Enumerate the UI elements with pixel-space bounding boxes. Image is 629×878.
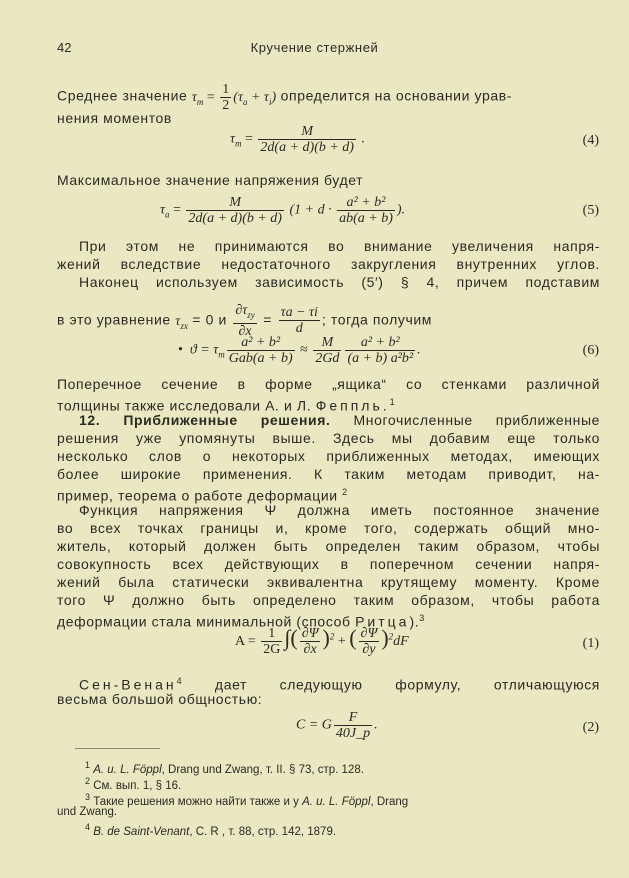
footnote: $^2$ См. вып. 1, § 16. bbox=[85, 776, 182, 792]
text-line: нения моментов bbox=[57, 110, 172, 126]
text-line: Сен-Венан$^4$ дает следующую формулу, отличающуюся bbox=[79, 676, 600, 693]
text-line: во всех точках границы и, кроме того, содержать общий мно- bbox=[57, 520, 600, 536]
text-line: житель, который должен быть определен таким образом, чтобы bbox=[57, 538, 600, 554]
text: Среднее значение bbox=[57, 87, 192, 104]
text-line: в это уравнение $\tau_{zx} = 0$ и $\frac{\partial\tau_{zy}}{\partial x}$ = $\frac{\tau a - \tau i}{d}$ ; тогда получим bbox=[57, 303, 433, 339]
text-line: весьма большой общностью: bbox=[57, 691, 263, 707]
text-line: несколько слов о некоторых приближенных методах, имеющих bbox=[57, 448, 600, 464]
text-line: 12. Приближенные решения. Многочисленные приближенные bbox=[79, 412, 601, 428]
equation-number: (6) bbox=[582, 343, 599, 358]
text-line: решения уже упомянуты выше. Здесь мы добавим еще только bbox=[57, 430, 600, 446]
text-line: того Ψ должно быть определено таким образом, чтобы работа bbox=[57, 592, 600, 608]
text-line: Максимальное значение напряжения будет bbox=[57, 172, 364, 188]
equation-number: (4) bbox=[582, 133, 599, 148]
page-number: 42 bbox=[57, 40, 72, 55]
text-line: совокупность всех действующих в поперечном сечении напря- bbox=[57, 556, 600, 572]
text-line: При этом не принимаются во внимание увеличения напря- bbox=[79, 238, 600, 254]
equation-number: (1) bbox=[582, 636, 599, 651]
text-line: Функция напряжения Ψ должна иметь постоянное значение bbox=[79, 502, 600, 518]
footnote: $^1$ A. u. L. Föppl, Drang und Zwang, т. II. § 73, стр. 128. bbox=[85, 760, 364, 776]
footnote-rule bbox=[75, 748, 160, 749]
footnote: $^3$ Такие решения можно найти также и у A. u. L. Föppl, Drang bbox=[85, 792, 409, 808]
text-line: Наконец используем зависимость (5′) § 4, причем подставим bbox=[79, 274, 600, 290]
footnote: $^4$ B. de Saint-Venant, C. R , т. 88, стр. 142, 1879. bbox=[85, 822, 337, 838]
text-line: более широкие применения. К таким методам приводит, на- bbox=[57, 466, 600, 482]
equation-number: (5) bbox=[582, 203, 599, 218]
running-title: Кручение стержней bbox=[250, 40, 379, 55]
section-heading: 12. Приближенные решения. bbox=[79, 412, 331, 428]
text-line: Поперечное сечение в форме „ящика“ со стенками различной bbox=[57, 376, 600, 392]
inline-math: $\tau_m$ = $\frac{1}{2}$ $(\tau_a + \tau_i)$ bbox=[191, 82, 277, 113]
text: определится на основании урав- bbox=[276, 87, 513, 104]
equation-number: (2) bbox=[582, 720, 599, 735]
footnote-continuation: und Zwang. bbox=[57, 806, 118, 818]
text-line: толщины также исследовали А. и Л. Феппль.$^1$ bbox=[57, 397, 396, 414]
text-line: пример, теорема о работе деформации $^2$ bbox=[57, 487, 348, 504]
text-line: деформации стала минимальной (способ Ритца).$^3$ bbox=[57, 613, 425, 630]
text-line: жений вследствие недостаточного закругления внутренних углов. bbox=[57, 256, 600, 272]
text-line: жений была статически эквивалентна крутящему моменту. Кроме bbox=[57, 574, 600, 590]
